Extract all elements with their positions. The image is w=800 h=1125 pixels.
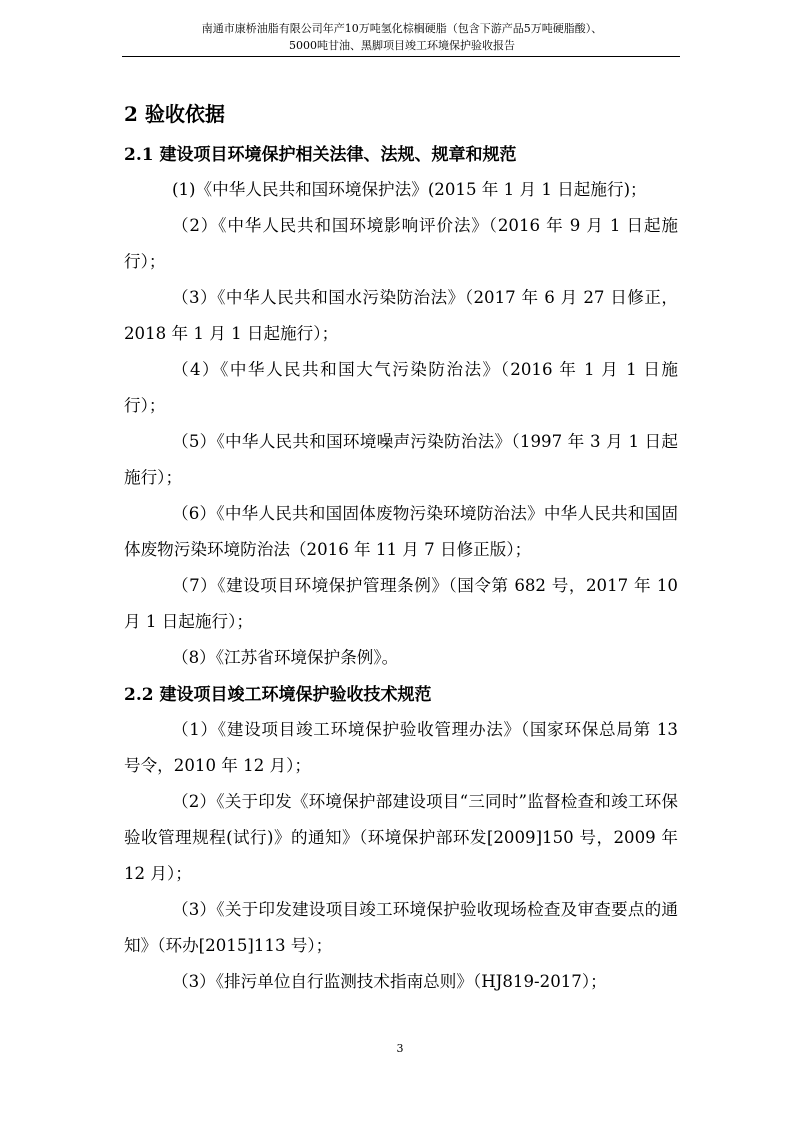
list-item: （4）《中华人民共和国大气污染防治法》（2016 年 1 月 1 日施行）； [124, 360, 678, 415]
list-item: （1）《建设项目竣工环境保护验收管理办法》（国家环保总局第 13 号令，2010 年 12 月）； [124, 720, 678, 775]
list-item: （5）《中华人民共和国环境噪声污染防治法》（1997 年 3 月 1 日起施行）； [124, 432, 678, 487]
list-item: （3）《排污单位自行监测技术指南总则》（HJ819-2017）； [172, 972, 607, 991]
page-number: 3 [396, 1042, 404, 1055]
list-item: （3）《中华人民共和国水污染防治法》（2017 年 6 月 27 日修正，2018 年 1 月 1 日起施行）； [124, 288, 678, 343]
section-heading-2-1: 2.1 建设项目环境保护相关法律、法规、规章和规范 [124, 145, 517, 165]
header-rule [122, 56, 680, 57]
header-line-1: 南通市康桥油脂有限公司年产10万吨氢化棕榈硬脂（包含下游产品5万吨硬脂酸）、 [201, 22, 603, 35]
list-item: （2）《中华人民共和国环境影响评价法》（2016 年 9 月 1 日起施行）； [124, 216, 678, 271]
list-item: （2）《关于印发《环境保护部建设项目“三同时”监督检查和竣工环保验收管理规程(试行)》的通知》（环境保护部环发[2009]150 号，2009 年 12 月）； [124, 792, 678, 883]
list-item: (1)《中华人民共和国环境保护法》(2015 年 1 月 1 日起施行)； [172, 180, 647, 199]
list-item: （3）《关于印发建设项目竣工环境保护验收现场检查及审查要点的通知》（环办[2015]113 号）； [124, 900, 678, 955]
list-item: （8）《江苏省环境保护条例》。 [172, 648, 399, 667]
list-item: （6）《中华人民共和国固体废物污染环境防治法》中华人民共和国固体废物污染环境防治法（2016 年 11 月 7 日修正版）； [124, 504, 678, 559]
chapter-title: 2 验收依据 [124, 102, 225, 126]
list-item: （7）《建设项目环境保护管理条例》（国令第 682 号，2017 年 10 月 1 日起施行）； [124, 576, 678, 631]
section-heading-2-2: 2.2 建设项目竣工环境保护验收技术规范 [124, 685, 432, 705]
running-header [122, 20, 682, 54]
header-line-2: 5000吨甘油、黑脚项目竣工环境保护验收报告 [289, 39, 515, 52]
